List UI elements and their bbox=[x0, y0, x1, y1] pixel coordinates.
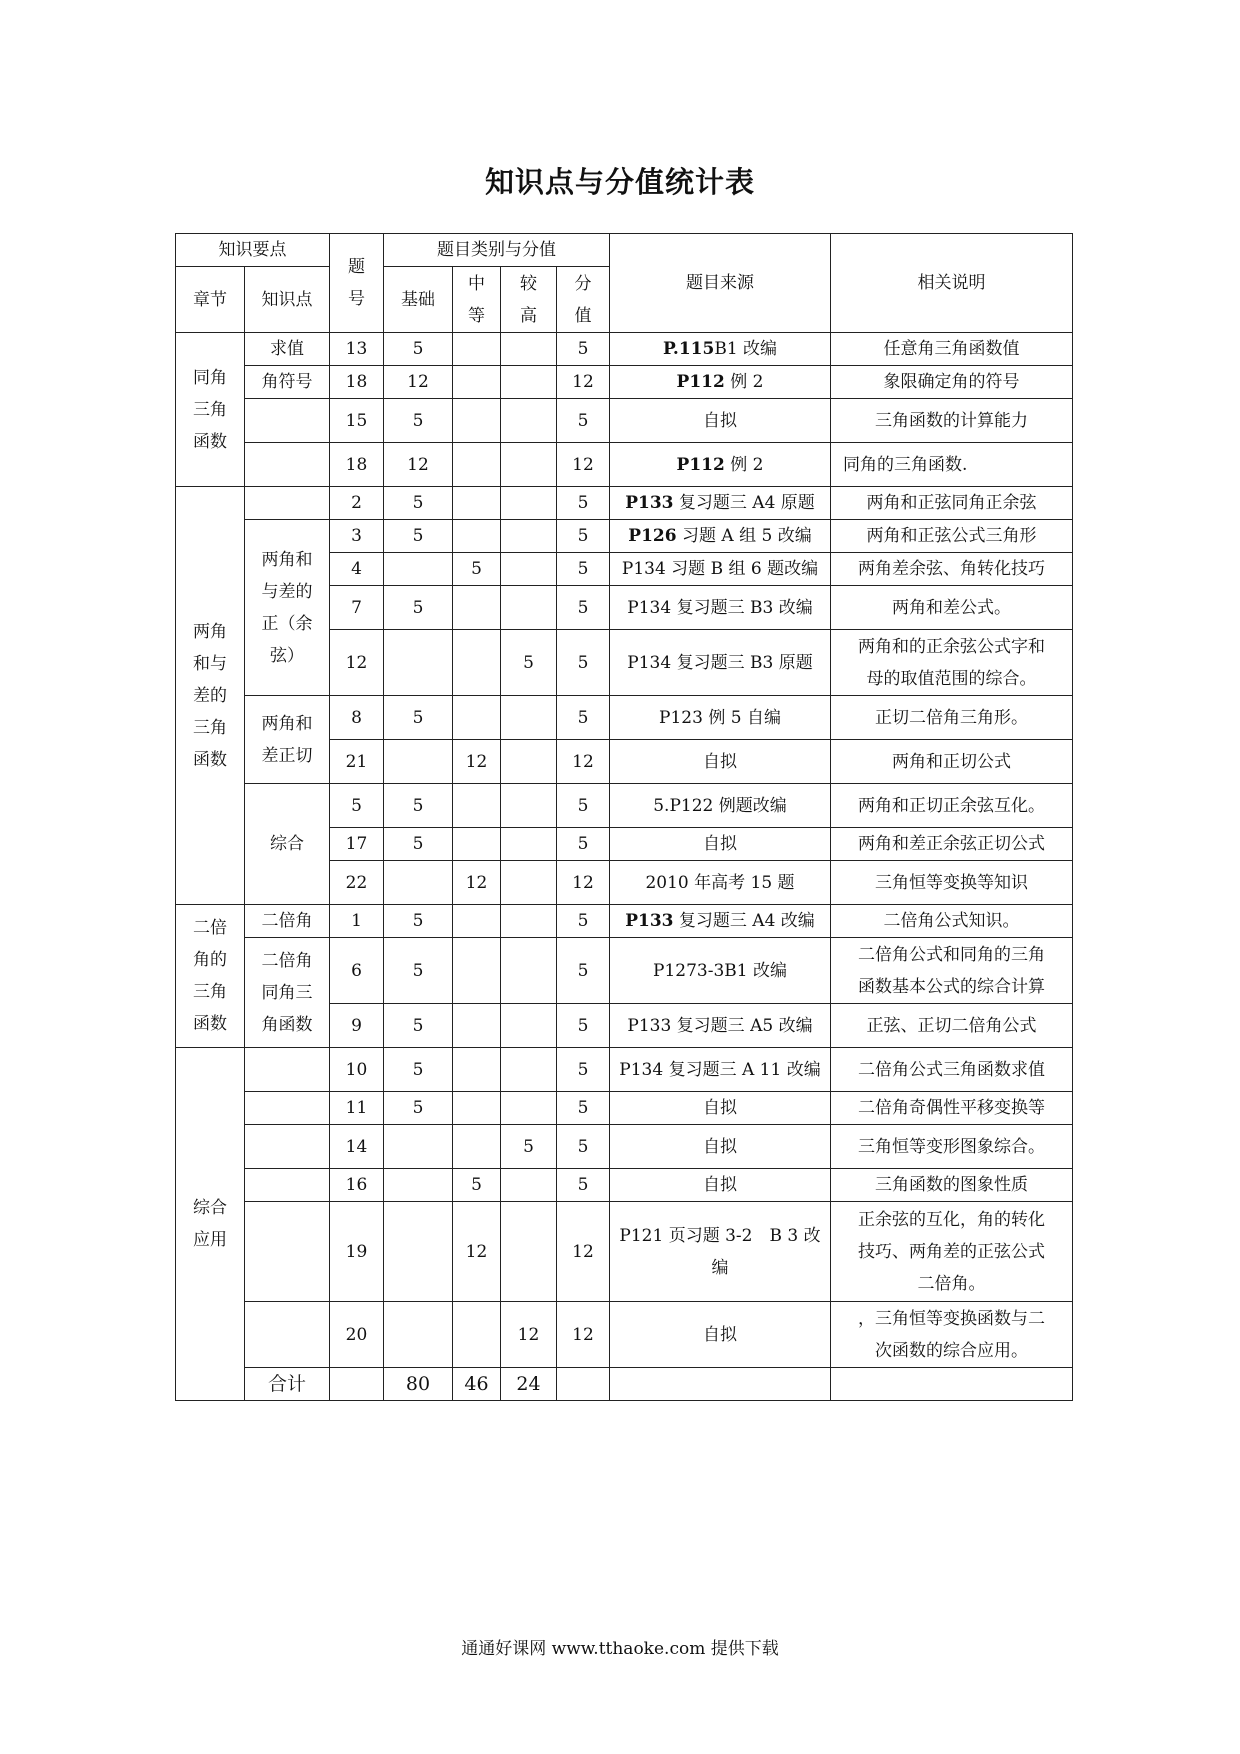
table-row bbox=[176, 696, 1073, 740]
basic-cell: 5 bbox=[384, 586, 453, 630]
table-row bbox=[176, 1048, 1073, 1092]
stats-table bbox=[175, 233, 1073, 1401]
q-cell: 5 bbox=[330, 784, 384, 828]
medium-cell bbox=[453, 333, 501, 366]
chapter-cell: 综合 应用 bbox=[176, 1048, 245, 1401]
basic-cell bbox=[384, 861, 453, 905]
note-cell: 三角恒等变换等知识 bbox=[831, 861, 1073, 905]
high-cell bbox=[501, 1092, 557, 1125]
header-high: 较 高 bbox=[501, 267, 557, 333]
source-cell: P121 页习题 3-2 B 3 改 编 bbox=[610, 1202, 831, 1302]
q-cell: 11 bbox=[330, 1092, 384, 1125]
score-cell: 5 bbox=[557, 520, 610, 553]
q-cell: 12 bbox=[330, 630, 384, 696]
high-cell: 5 bbox=[501, 630, 557, 696]
note-cell: 二倍角公式和同角的三角 函数基本公式的综合计算 bbox=[831, 938, 1073, 1004]
basic-cell bbox=[384, 630, 453, 696]
note-cell: 正弦、正切二倍角公式 bbox=[831, 1004, 1073, 1048]
note-cell: 两角和正切公式 bbox=[831, 740, 1073, 784]
header-chapter: 章节 bbox=[176, 267, 245, 333]
score-cell: 5 bbox=[557, 1004, 610, 1048]
footer-credit: 通通好课网 www.tthaoke.com 提供下载 bbox=[461, 1639, 779, 1659]
note-cell: 同角的三角函数. bbox=[831, 443, 1073, 487]
medium-cell: 12 bbox=[453, 1202, 501, 1302]
header-knowledge: 知识要点 bbox=[176, 234, 330, 267]
q-cell: 7 bbox=[330, 586, 384, 630]
table-row bbox=[176, 520, 1073, 553]
basic-cell: 5 bbox=[384, 333, 453, 366]
basic-cell bbox=[384, 1202, 453, 1302]
score-cell: 5 bbox=[557, 333, 610, 366]
empty-cell bbox=[245, 1169, 330, 1202]
note-cell: 两角和差正余弦正切公式 bbox=[831, 828, 1073, 861]
header-basic: 基础 bbox=[384, 267, 453, 333]
high-cell bbox=[501, 784, 557, 828]
empty-cell bbox=[245, 1048, 330, 1092]
source-cell: 自拟 bbox=[610, 1302, 831, 1368]
chapter-cell: 二倍 角的 三角 函数 bbox=[176, 905, 245, 1048]
point-cell: 二倍角 bbox=[245, 905, 330, 938]
note-cell: 三角函数的图象性质 bbox=[831, 1169, 1073, 1202]
source-cell: P133 复习题三 A4 原题 bbox=[610, 487, 831, 520]
medium-cell bbox=[453, 938, 501, 1004]
medium-cell bbox=[453, 784, 501, 828]
medium-cell bbox=[453, 1004, 501, 1048]
empty-cell bbox=[245, 487, 330, 520]
score-cell: 12 bbox=[557, 1202, 610, 1302]
q-cell: 16 bbox=[330, 1169, 384, 1202]
basic-cell: 5 bbox=[384, 696, 453, 740]
source-cell: 自拟 bbox=[610, 399, 831, 443]
source-cell: P133 复习题三 A4 改编 bbox=[610, 905, 831, 938]
table-row bbox=[176, 366, 1073, 399]
high-cell bbox=[501, 366, 557, 399]
source-cell: P134 复习题三 A 11 改编 bbox=[610, 1048, 831, 1092]
q-cell: 17 bbox=[330, 828, 384, 861]
high-cell bbox=[501, 938, 557, 1004]
score-cell: 5 bbox=[557, 1169, 610, 1202]
empty-cell bbox=[245, 1302, 330, 1368]
score-cell: 5 bbox=[557, 586, 610, 630]
q-cell: 3 bbox=[330, 520, 384, 553]
basic-cell: 5 bbox=[384, 399, 453, 443]
score-cell: 12 bbox=[557, 366, 610, 399]
source-cell: P.115B1 改编 bbox=[610, 333, 831, 366]
table-row bbox=[176, 1169, 1073, 1202]
q-cell: 10 bbox=[330, 1048, 384, 1092]
source-cell: 自拟 bbox=[610, 1125, 831, 1169]
header-point: 知识点 bbox=[245, 267, 330, 333]
empty-cell bbox=[245, 443, 330, 487]
q-cell: 4 bbox=[330, 553, 384, 586]
q-cell: 22 bbox=[330, 861, 384, 905]
note-cell: 两角和差公式。 bbox=[831, 586, 1073, 630]
basic-cell: 5 bbox=[384, 938, 453, 1004]
note-cell: 三角函数的计算能力 bbox=[831, 399, 1073, 443]
high-cell bbox=[501, 1048, 557, 1092]
total-basic: 80 bbox=[384, 1368, 453, 1401]
basic-cell: 5 bbox=[384, 520, 453, 553]
basic-cell: 5 bbox=[384, 1004, 453, 1048]
medium-cell bbox=[453, 366, 501, 399]
medium-cell bbox=[453, 696, 501, 740]
header-source: 题目来源 bbox=[610, 234, 831, 333]
basic-cell: 5 bbox=[384, 487, 453, 520]
score-cell: 5 bbox=[557, 905, 610, 938]
high-cell bbox=[501, 905, 557, 938]
basic-cell: 5 bbox=[384, 784, 453, 828]
q-cell: 18 bbox=[330, 443, 384, 487]
medium-cell bbox=[453, 1302, 501, 1368]
source-cell: P123 例 5 自编 bbox=[610, 696, 831, 740]
source-cell: 自拟 bbox=[610, 1169, 831, 1202]
point-cell: 两角和 差正切 bbox=[245, 696, 330, 784]
note-cell: 两角和正弦同角正余弦 bbox=[831, 487, 1073, 520]
basic-cell: 5 bbox=[384, 905, 453, 938]
empty-cell bbox=[610, 1368, 831, 1401]
score-cell: 12 bbox=[557, 740, 610, 784]
medium-cell bbox=[453, 905, 501, 938]
high-cell bbox=[501, 443, 557, 487]
note-cell: 象限确定角的符号 bbox=[831, 366, 1073, 399]
table-row bbox=[176, 784, 1073, 828]
q-cell: 6 bbox=[330, 938, 384, 1004]
basic-cell bbox=[384, 740, 453, 784]
high-cell bbox=[501, 861, 557, 905]
basic-cell bbox=[384, 553, 453, 586]
note-cell: 二倍角奇偶性平移变换等 bbox=[831, 1092, 1073, 1125]
high-cell bbox=[501, 1004, 557, 1048]
medium-cell: 5 bbox=[453, 553, 501, 586]
table-row bbox=[176, 487, 1073, 520]
basic-cell bbox=[384, 1302, 453, 1368]
source-cell: P126 习题 A 组 5 改编 bbox=[610, 520, 831, 553]
score-cell: 5 bbox=[557, 784, 610, 828]
empty-cell bbox=[245, 1125, 330, 1169]
score-cell: 12 bbox=[557, 861, 610, 905]
header-question-number: 题 号 bbox=[330, 234, 384, 333]
page-title: 知识点与分值统计表 bbox=[484, 165, 755, 199]
table-row bbox=[176, 1125, 1073, 1169]
table-row bbox=[176, 938, 1073, 1004]
score-cell: 5 bbox=[557, 1092, 610, 1125]
q-cell: 14 bbox=[330, 1125, 384, 1169]
point-cell: 求值 bbox=[245, 333, 330, 366]
high-cell: 12 bbox=[501, 1302, 557, 1368]
high-cell bbox=[501, 740, 557, 784]
empty-cell bbox=[831, 1368, 1073, 1401]
source-cell: P112 例 2 bbox=[610, 366, 831, 399]
source-cell: P112 例 2 bbox=[610, 443, 831, 487]
point-cell: 角符号 bbox=[245, 366, 330, 399]
header-row-1 bbox=[176, 234, 1073, 267]
total-row bbox=[176, 1368, 1073, 1401]
source-cell: P134 复习题三 B3 原题 bbox=[610, 630, 831, 696]
note-cell: 两角差余弦、角转化技巧 bbox=[831, 553, 1073, 586]
empty-cell bbox=[245, 1092, 330, 1125]
score-cell: 5 bbox=[557, 828, 610, 861]
high-cell bbox=[501, 333, 557, 366]
source-cell: 自拟 bbox=[610, 740, 831, 784]
medium-cell: 5 bbox=[453, 1169, 501, 1202]
medium-cell bbox=[453, 443, 501, 487]
table-row bbox=[176, 905, 1073, 938]
basic-cell bbox=[384, 1125, 453, 1169]
high-cell: 5 bbox=[501, 1125, 557, 1169]
note-cell: 正余弦的互化，角的转化 技巧、两角差的正弦公式 二倍角。 bbox=[831, 1202, 1073, 1302]
basic-cell: 5 bbox=[384, 828, 453, 861]
source-cell: 自拟 bbox=[610, 828, 831, 861]
high-cell bbox=[501, 586, 557, 630]
header-medium: 中 等 bbox=[453, 267, 501, 333]
q-cell: 13 bbox=[330, 333, 384, 366]
source-cell: P134 复习题三 B3 改编 bbox=[610, 586, 831, 630]
score-cell: 5 bbox=[557, 1125, 610, 1169]
basic-cell: 5 bbox=[384, 1092, 453, 1125]
score-cell: 12 bbox=[557, 443, 610, 487]
score-cell: 5 bbox=[557, 630, 610, 696]
point-cell: 二倍角 同角三 角函数 bbox=[245, 938, 330, 1048]
total-medium: 46 bbox=[453, 1368, 501, 1401]
empty-cell bbox=[330, 1368, 384, 1401]
medium-cell bbox=[453, 1048, 501, 1092]
medium-cell: 12 bbox=[453, 861, 501, 905]
chapter-cell: 两角 和与 差的 三角 函数 bbox=[176, 487, 245, 905]
note-cell: 两角和的正余弦公式字和 母的取值范围的综合。 bbox=[831, 630, 1073, 696]
header-score: 分 值 bbox=[557, 267, 610, 333]
score-cell: 5 bbox=[557, 487, 610, 520]
table-row bbox=[176, 1092, 1073, 1125]
medium-cell: 12 bbox=[453, 740, 501, 784]
high-cell bbox=[501, 520, 557, 553]
basic-cell: 12 bbox=[384, 443, 453, 487]
medium-cell bbox=[453, 1092, 501, 1125]
table-row bbox=[176, 1302, 1073, 1368]
q-cell: 1 bbox=[330, 905, 384, 938]
note-cell: 二倍角公式三角函数求值 bbox=[831, 1048, 1073, 1092]
q-cell: 8 bbox=[330, 696, 384, 740]
score-cell: 5 bbox=[557, 696, 610, 740]
note-cell: 两角和正切正余弦互化。 bbox=[831, 784, 1073, 828]
note-cell: 正切二倍角三角形。 bbox=[831, 696, 1073, 740]
note-cell: ，三角恒等变换函数与二 次函数的综合应用。 bbox=[831, 1302, 1073, 1368]
q-cell: 19 bbox=[330, 1202, 384, 1302]
medium-cell bbox=[453, 1125, 501, 1169]
high-cell bbox=[501, 696, 557, 740]
point-cell: 两角和 与差的 正（余 弦） bbox=[245, 520, 330, 696]
high-cell bbox=[501, 553, 557, 586]
empty-cell bbox=[557, 1368, 610, 1401]
source-cell: P134 习题 B 组 6 题改编 bbox=[610, 553, 831, 586]
source-cell: P133 复习题三 A5 改编 bbox=[610, 1004, 831, 1048]
table-row bbox=[176, 1202, 1073, 1302]
total-high: 24 bbox=[501, 1368, 557, 1401]
source-cell: P1273-3B1 改编 bbox=[610, 938, 831, 1004]
high-cell bbox=[501, 1169, 557, 1202]
basic-cell bbox=[384, 1169, 453, 1202]
medium-cell bbox=[453, 828, 501, 861]
score-cell: 5 bbox=[557, 553, 610, 586]
empty-cell bbox=[245, 399, 330, 443]
note-cell: 三角恒等变形图象综合。 bbox=[831, 1125, 1073, 1169]
medium-cell bbox=[453, 487, 501, 520]
score-cell: 12 bbox=[557, 1302, 610, 1368]
medium-cell bbox=[453, 399, 501, 443]
empty-cell bbox=[245, 1202, 330, 1302]
note-cell: 两角和正弦公式三角形 bbox=[831, 520, 1073, 553]
source-cell: 2010 年高考 15 题 bbox=[610, 861, 831, 905]
table-row bbox=[176, 333, 1073, 366]
note-cell: 任意角三角函数值 bbox=[831, 333, 1073, 366]
high-cell bbox=[501, 399, 557, 443]
total-label: 合计 bbox=[245, 1368, 330, 1401]
high-cell bbox=[501, 828, 557, 861]
header-category: 题目类别与分值 bbox=[384, 234, 610, 267]
note-cell: 二倍角公式知识。 bbox=[831, 905, 1073, 938]
basic-cell: 5 bbox=[384, 1048, 453, 1092]
score-cell: 5 bbox=[557, 399, 610, 443]
header-note: 相关说明 bbox=[831, 234, 1073, 333]
table-row bbox=[176, 443, 1073, 487]
medium-cell bbox=[453, 586, 501, 630]
score-cell: 5 bbox=[557, 1048, 610, 1092]
source-cell: 自拟 bbox=[610, 1092, 831, 1125]
point-cell: 综合 bbox=[245, 784, 330, 905]
medium-cell bbox=[453, 520, 501, 553]
q-cell: 21 bbox=[330, 740, 384, 784]
chapter-cell: 同角 三角 函数 bbox=[176, 333, 245, 487]
q-cell: 9 bbox=[330, 1004, 384, 1048]
medium-cell bbox=[453, 630, 501, 696]
q-cell: 20 bbox=[330, 1302, 384, 1368]
table-row bbox=[176, 399, 1073, 443]
high-cell bbox=[501, 1202, 557, 1302]
high-cell bbox=[501, 487, 557, 520]
q-cell: 2 bbox=[330, 487, 384, 520]
basic-cell: 12 bbox=[384, 366, 453, 399]
q-cell: 18 bbox=[330, 366, 384, 399]
source-cell: 5.P122 例题改编 bbox=[610, 784, 831, 828]
score-cell: 5 bbox=[557, 938, 610, 1004]
q-cell: 15 bbox=[330, 399, 384, 443]
